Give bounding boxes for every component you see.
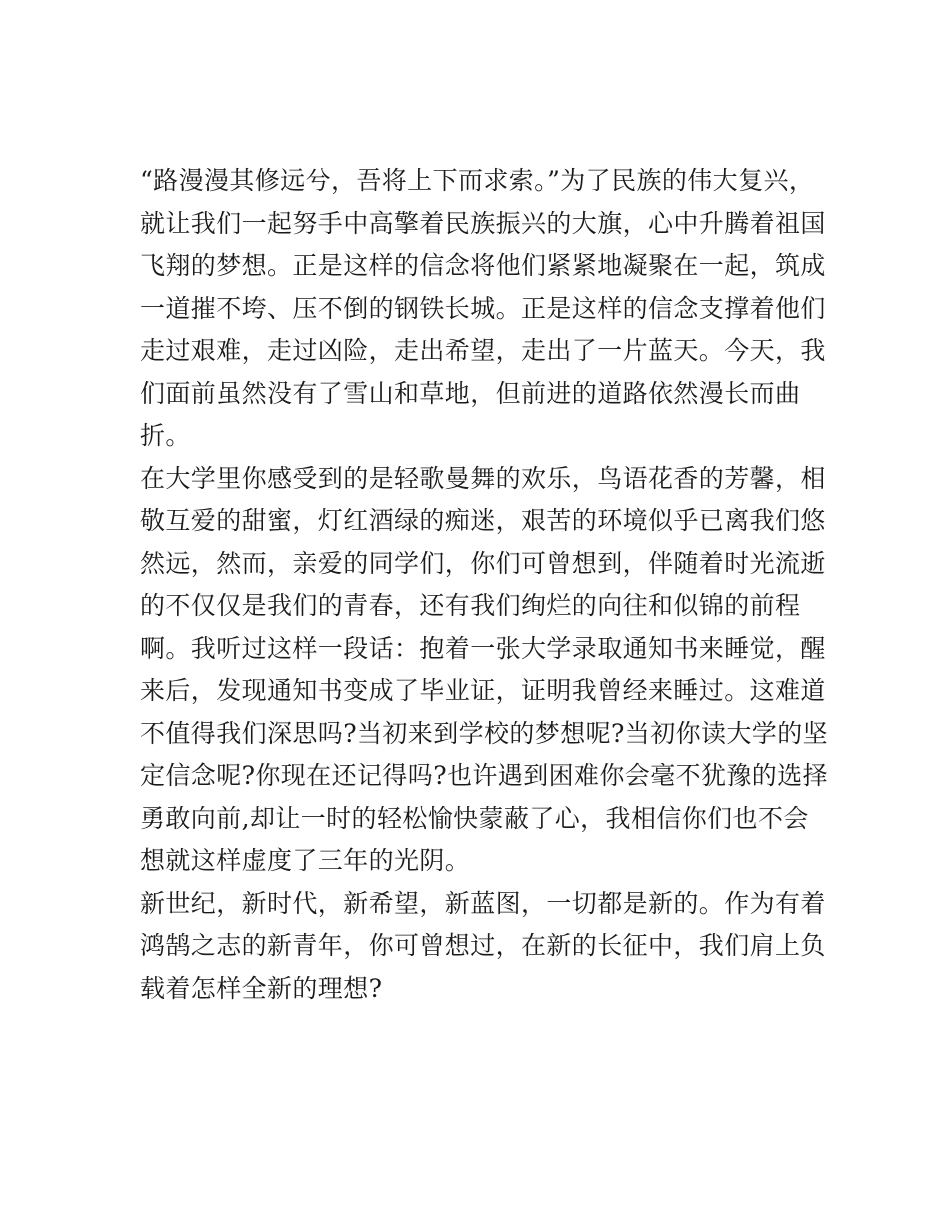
text-line: 敬互爱的甜蜜，灯红酒绿的痴迷，艰苦的环境似乎已离我们悠	[140, 506, 826, 535]
text-line: “路漫漫其修远兮，吾将上下而求索。”为了民族的伟大复兴，	[140, 166, 815, 195]
text-line: 鸿鹄之志的新青年，你可曾想过，在新的长征中，我们肩上负	[140, 931, 826, 960]
text-line: 们面前虽然没有了雪山和草地，但前进的道路依然漫长而曲	[140, 378, 801, 408]
text-line: 的不仅仅是我们的青春，还有我们绚烂的向往和似锦的前程	[140, 591, 801, 620]
text-line: 不值得我们深思吗?当初来到学校的梦想呢?当初你读大学的坚	[140, 718, 829, 748]
text-line: 啊。我听过这样一段话：抱着一张大学录取通知书来睡觉，醒	[140, 633, 826, 663]
body-text	[140, 160, 829, 1010]
text-line: 飞翔的梦想。正是这样的信念将他们紧紧地凝聚在一起，筑成	[140, 251, 826, 280]
text-line: 定信念呢?你现在还记得吗?也许遇到困难你会毫不犹豫的选择	[140, 761, 829, 790]
text-line: 就让我们一起努手中高擎着民族振兴的大旗，心中升腾着祖国	[140, 208, 826, 238]
text-line: 载着怎样全新的理想?	[140, 973, 383, 1003]
text-line: 折。	[140, 421, 191, 450]
text-line: 一道摧不垮、压不倒的钢铁长城。正是这样的信念支撑着他们	[140, 293, 826, 323]
text-line: 新世纪，新时代，新希望，新蓝图，一切都是新的。作为有着	[140, 888, 826, 918]
text-line: 想就这样虚度了三年的光阴。	[140, 846, 471, 875]
text-line: 走过艰难，走过凶险，走出希望，走出了一片蓝天。今天，我	[140, 336, 826, 365]
text-line: 在大学里你感受到的是轻歌曼舞的欢乐，鸟语花香的芳馨，相	[140, 463, 826, 493]
text-line: 勇敢向前,却让一时的轻松愉快蒙蔽了心，我相信你们也不会	[140, 803, 809, 833]
text-line: 来后，发现通知书变成了毕业证，证明我曾经来睡过。这难道	[140, 676, 826, 705]
text-line: 然远，然而，亲爱的同学们，你们可曾想到，伴随着时光流逝	[140, 548, 826, 578]
